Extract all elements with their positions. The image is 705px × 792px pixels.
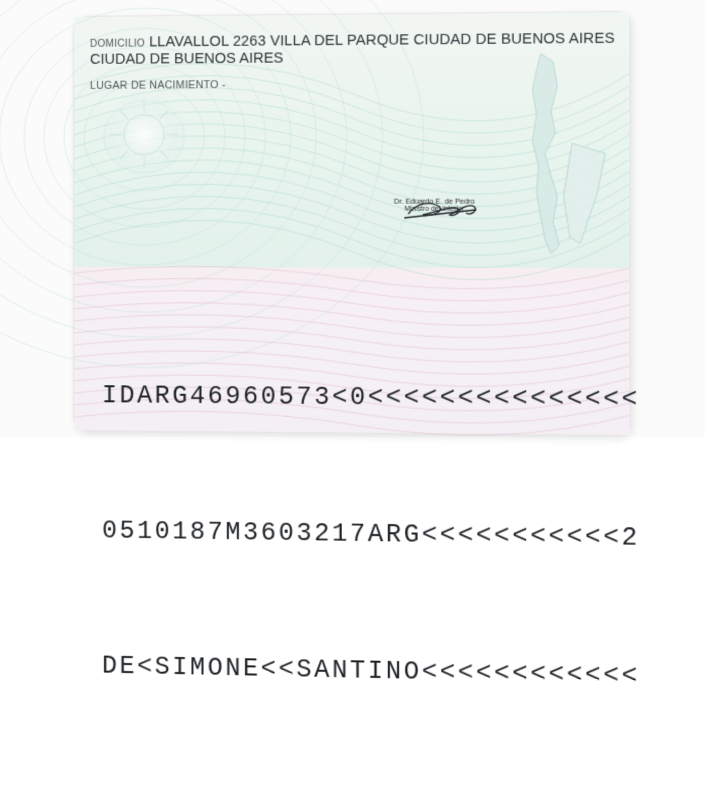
signatory-title: Ministro del Interior — [394, 206, 475, 213]
machine-readable-zone — [102, 283, 640, 792]
address-section — [90, 31, 615, 92]
mrz-line-2: 0510187M3603217ARG<<<<<<<<<<<2 — [102, 508, 640, 561]
minister-signature — [394, 198, 475, 213]
address-value: LLAVALLOL 2263 VILLA DEL PARQUE CIUDAD DE BUENOS AIRES — [149, 31, 615, 51]
birthplace-label: LUGAR DE NACIMIENTO — [90, 79, 219, 92]
mrz-line-3: DE<SIMONE<<SANTINO<<<<<<<<<<<< — [102, 644, 640, 700]
id-card-back — [74, 12, 629, 435]
birthplace-value: - — [222, 79, 226, 91]
mrz-line-1: IDARG46960573<0<<<<<<<<<<<<<<< — [102, 373, 640, 423]
signatory-name: Dr. Eduardo E. de Pedro — [394, 197, 475, 206]
address-value-line2: CIUDAD DE BUENOS AIRES — [90, 48, 615, 68]
address-label: DOMICILIO — [90, 38, 145, 49]
sun-emblem — [102, 92, 186, 177]
